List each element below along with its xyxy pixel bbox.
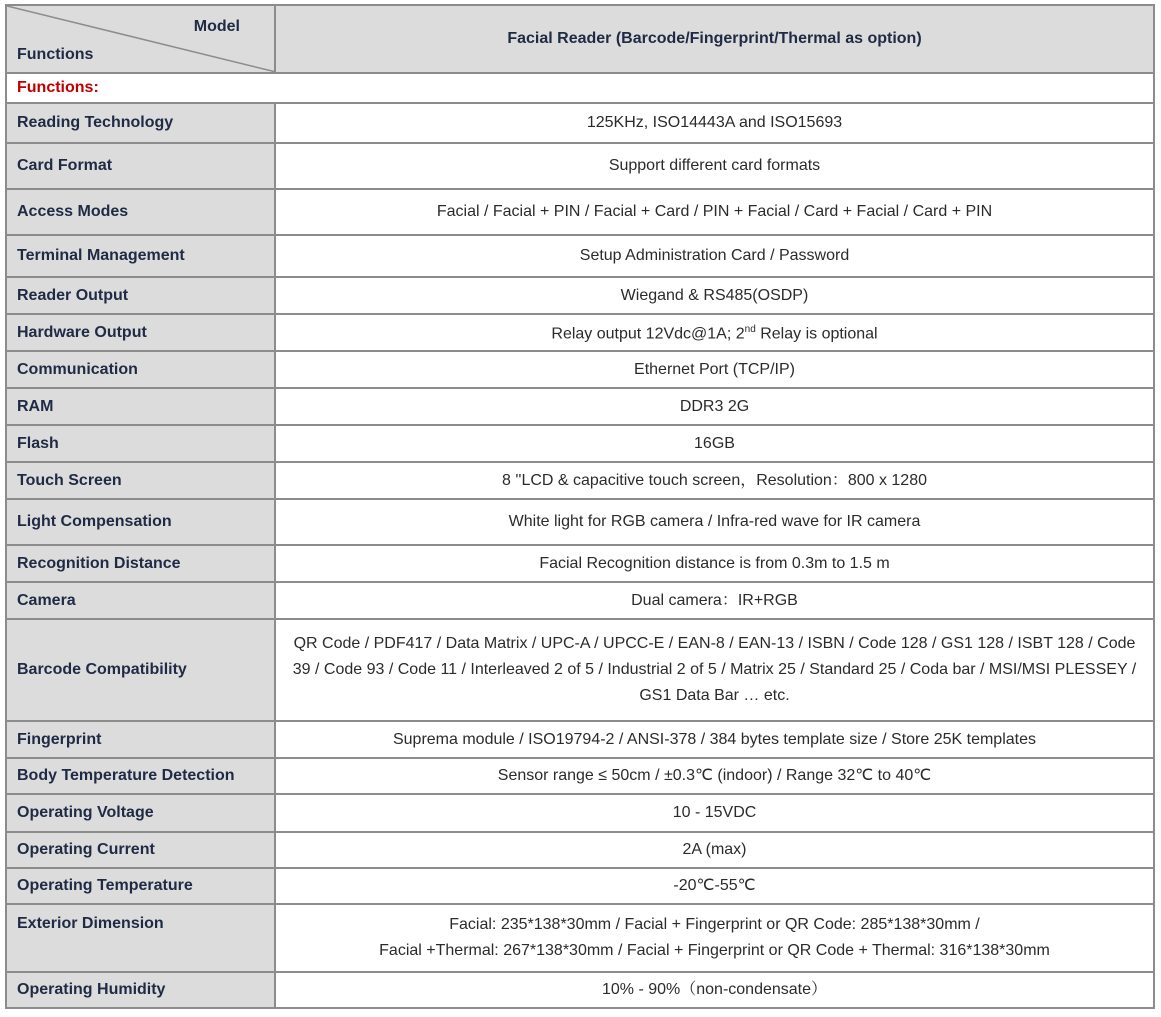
row-value: Dual camera：IR+RGB <box>275 582 1154 619</box>
product-title: Facial Reader (Barcode/Fingerprint/Thermal as option) <box>275 5 1154 73</box>
row-label: Reader Output <box>6 277 275 314</box>
row-value: 125KHz, ISO14443A and ISO15693 <box>275 103 1154 143</box>
row-value: Wiegand & RS485(OSDP) <box>275 277 1154 314</box>
row-value: Support different card formats <box>275 143 1154 189</box>
row-label: Access Modes <box>6 189 275 235</box>
table-row <box>6 235 1154 277</box>
row-label: Operating Current <box>6 832 275 868</box>
table-row <box>6 351 1154 388</box>
table-row <box>6 314 1154 351</box>
row-label: Fingerprint <box>6 721 275 758</box>
table-row <box>6 103 1154 143</box>
row-label: Touch Screen <box>6 462 275 499</box>
row-value: 16GB <box>275 425 1154 462</box>
table-row <box>6 277 1154 314</box>
header-corner-cell <box>6 5 275 73</box>
table-row <box>6 189 1154 235</box>
row-value-line: Facial: 235*138*30mm / Facial + Fingerprint or QR Code: 285*138*30mm / <box>449 916 980 933</box>
table-row <box>6 758 1154 794</box>
row-label: Operating Humidity <box>6 972 275 1008</box>
row-label: Flash <box>6 425 275 462</box>
spec-table <box>5 4 1155 1009</box>
row-value-line: Facial +Thermal: 267*138*30mm / Facial + Fingerprint or QR Code + Thermal: 316*138*30mm <box>379 942 1050 959</box>
row-label: RAM <box>6 388 275 425</box>
row-value: QR Code / PDF417 / Data Matrix / UPC-A / UPCC-E / EAN-8 / EAN-13 / ISBN / Code 128 / GS1 128 / ISBT 128 / Code 39 / Code 93 / Code 11 / Interleaved 2 of 5 / Industrial 2 of 5 / Matrix 25 / Standard 25 / Coda bar / MSI/MSI PLESSEY / GS1 Data Bar … etc. <box>275 619 1154 721</box>
row-label: Operating Temperature <box>6 868 275 904</box>
row-label: Terminal Management <box>6 235 275 277</box>
table-row <box>6 619 1154 721</box>
row-label: Recognition Distance <box>6 545 275 582</box>
row-value: Facial Recognition distance is from 0.3m to 1.5 m <box>275 545 1154 582</box>
table-row <box>6 143 1154 189</box>
row-label: Barcode Compatibility <box>6 619 275 721</box>
row-label: Hardware Output <box>6 314 275 351</box>
header-row <box>6 5 1154 73</box>
row-value <box>275 904 1154 972</box>
table-row <box>6 425 1154 462</box>
row-label: Reading Technology <box>6 103 275 143</box>
row-value: 10% - 90%（non-condensate） <box>275 972 1154 1008</box>
section-row <box>6 73 1154 103</box>
table-row <box>6 868 1154 904</box>
row-label: Camera <box>6 582 275 619</box>
row-value: DDR3 2G <box>275 388 1154 425</box>
table-row <box>6 721 1154 758</box>
row-value: -20℃-55℃ <box>275 868 1154 904</box>
row-value: Sensor range ≤ 50cm / ±0.3℃ (indoor) / Range 32℃ to 40℃ <box>275 758 1154 794</box>
row-label: Operating Voltage <box>6 794 275 832</box>
table-row <box>6 794 1154 832</box>
row-label: Light Compensation <box>6 499 275 545</box>
model-label: Model <box>193 18 240 35</box>
table-row <box>6 499 1154 545</box>
row-label: Exterior Dimension <box>6 904 275 972</box>
functions-label: Functions <box>17 46 94 63</box>
row-label: Card Format <box>6 143 275 189</box>
table-row <box>6 972 1154 1008</box>
table-row <box>6 904 1154 972</box>
row-value: Suprema module / ISO19794-2 / ANSI-378 / 384 bytes template size / Store 25K templates <box>275 721 1154 758</box>
table-row <box>6 582 1154 619</box>
row-value: 8 ''LCD & capacitive touch screen，Resolution：800 x 1280 <box>275 462 1154 499</box>
row-value: Facial / Facial + PIN / Facial + Card / PIN + Facial / Card + Facial / Card + PIN <box>275 189 1154 235</box>
row-value: 10 - 15VDC <box>275 794 1154 832</box>
row-value: Ethernet Port (TCP/IP) <box>275 351 1154 388</box>
row-value: White light for RGB camera / Infra-red wave for IR camera <box>275 499 1154 545</box>
table-row <box>6 545 1154 582</box>
row-label: Communication <box>6 351 275 388</box>
row-label: Body Temperature Detection <box>6 758 275 794</box>
table-row <box>6 388 1154 425</box>
table-row <box>6 832 1154 868</box>
row-value: Relay output 12Vdc@1A; 2nd Relay is optional <box>275 314 1154 351</box>
section-title: Functions: <box>6 73 1154 103</box>
row-value: 2A (max) <box>275 832 1154 868</box>
row-value: Setup Administration Card / Password <box>275 235 1154 277</box>
table-row <box>6 462 1154 499</box>
